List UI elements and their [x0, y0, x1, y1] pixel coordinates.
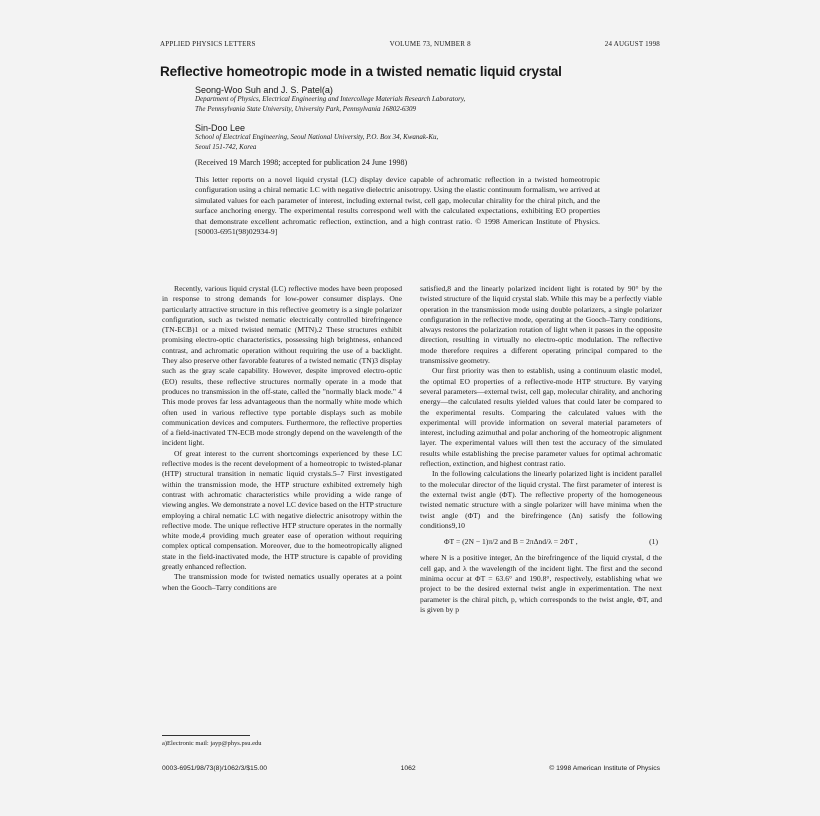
affiliation-1a: Department of Physics, Electrical Engineering and Intercollege Materials Research Laboratory, — [195, 95, 466, 103]
authors-1: Seong-Woo Suh and J. S. Patel(a) — [195, 85, 333, 95]
footer-code: 0003-6951/98/73(8)/1062/3/$15.00 — [162, 765, 268, 772]
received-dates: (Received 19 March 1998; accepted for publication 24 June 1998) — [195, 158, 408, 167]
equation-number: (1) — [649, 537, 658, 547]
paragraph: Recently, various liquid crystal (LC) reflective modes have been proposed in response to strong demands for low-power consumer displays. One particularly attractive structure in this reflective geometry is a single polarizer configuration, such as twisted nematic electrically controlled birefringence (TN-ECB)1 or a mixed twisted nematic (MTN).2 These structures exhibit promising electro-optic characteristics, possessing high brightness, enhanced contrast, and achromatic operation without requiring the use of a backlight. They also preserve other favorable features of a twisted nematic (TN)3 display such as the gray scale capability. However, despite improved electro-optic (EO) results, these reflective structures normally operate in a mode that produces no transmission in the off-state, called the "normally black mode." 4 This mode proves far less advantageous than the normally white mode which often used in various reflective type portable displays such as mobile communication devices and computers. Furthermore, the reflective properties of a field-inactivated TN-ECB mode strongly depend on the wavelength of the incident light. — [162, 284, 402, 448]
footnote: a)Electronic mail: jayp@phys.psu.edu — [162, 740, 262, 747]
affiliation-2b: Seoul 151-742, Korea — [195, 142, 257, 151]
author-block-2 — [195, 123, 635, 152]
abstract: This letter reports on a novel liquid crystal (LC) display device capable of achromatic reflection in a twisted homeotropic configuration using a chiral nematic LC with negative dielectric anisotropy. Using the elastic continuum formalism, we arrived at simulated values for each parameter of interest, including external twist, cell gap, molecular chirality for the chiral pitch, and the surface anchoring energy. The experimental results correspond well with the calculated expectations, exhibiting EO properties that demonstrate excellent achromatic reflection, extinction, and a high contrast ratio. © 1998 American Institute of Physics. [S0003-6951(98)02934-9] — [195, 175, 600, 237]
volume-number: VOLUME 73, NUMBER 8 — [389, 40, 471, 48]
paragraph: The transmission mode for twisted nematics usually operates at a point when the Gooch–Tarry conditions are — [162, 572, 402, 592]
paragraph: satisfied,8 and the linearly polarized incident light is rotated by 90° by the twisted structure of the liquid crystal slab. While this may be a perfectly viable operation in the transmission mode using double polarizers, a single polarizer configuration in the reflective mode, operating at the Gooch–Tarry conditions, always restores the polarization rotation of light when it passes in the opposite direction, resulting in virtually no electro-optic modulation. The reflective mode therefore requires a different operating principal compared to the transmissive geometry. — [420, 284, 662, 366]
right-column — [420, 284, 662, 615]
page-footer — [162, 765, 660, 772]
author-block-1 — [195, 85, 635, 114]
equation-1 — [420, 537, 662, 547]
left-column — [162, 284, 402, 593]
authors-2: Sin-Doo Lee — [195, 123, 246, 133]
running-header — [160, 40, 660, 48]
footnote-rule — [162, 735, 250, 736]
page-number: 1062 — [400, 765, 416, 772]
paragraph: Of great interest to the current shortcomings experienced by these LC reflective modes is the recent development of a homeotropic to twisted-planar (HTP) structural transition in nematic liquid crystals.5–7 First investigated within the transmission mode, the HTP structure exhibited extremely high contrast with achromatic characteristics while providing a wide range of viewing angles. We demonstrate a novel LC device based on the HTP structure employing a chiral nematic LC with negative dielectric anisotropy within the reflective mode. The unique reflective HTP structure operates in the normally white mode,4 providing much greater ease of operation without requiring complex optical compensation. Moreover, due to the homeotropically aligned state in the field-inactivated mode, the HTP structure is capable of providing greatly enhanced reflection. — [162, 448, 402, 572]
journal-name: APPLIED PHYSICS LETTERS — [160, 40, 256, 48]
paragraph: In the following calculations the linearly polarized light is incident parallel to the molecular director of the liquid crystal. The first parameter of interest is the external twist angle (ΦT). The reflective property of the homogeneous twisted nematic structure with a single polarizer will have minima when the twist angle (ΦT) and the birefringence (Δn) satisfy the following conditions9,10 — [420, 469, 662, 530]
issue-date: 24 AUGUST 1998 — [604, 40, 660, 48]
equation-text: ΦT = (2N − 1)π/2 and B = 2πΔnd/λ = 2ΦT , — [444, 537, 578, 547]
paragraph: where N is a positive integer, Δn the birefringence of the liquid crystal, d the cell gap, and λ the wavelength of the incident light. The first and the second minima occur at ΦT = 63.6° and 190.8°, respectively, establishing what we project to be the desired external twist angle in experimentation. The next parameter is the chiral pitch, p, which corresponds to the twist angle, ΦT, and is given by p — [420, 553, 662, 614]
affiliation-2a: School of Electrical Engineering, Seoul National University, P.O. Box 34, Kwanak-Ku, — [195, 133, 439, 141]
paragraph: Our first priority was then to establish, using a continuum elastic model, the optimal EO properties of a reflective-mode HTP structure. By varying several parameters—external twist, cell gap, molecular chirality, and anchoring energy—the calculated results yielded values that could later be compared to the experimental results. Comparing the calculated values with the experimental will provide information on several material parameters of interest, including azimuthal and polar anchoring of the homeotropic alignment layer. The experimental values will then test the accuracy of the simulated results while establishing the precise parameter values for optimal achromatic reflection, extinction, and highest contrast ratio. — [420, 366, 662, 469]
paper-title: Reflective homeotropic mode in a twisted nematic liquid crystal — [160, 64, 562, 79]
affiliation-1b: The Pennsylvania State University, University Park, Pennsylvania 16802-6309 — [195, 104, 417, 113]
copyright: © 1998 American Institute of Physics — [549, 765, 660, 772]
